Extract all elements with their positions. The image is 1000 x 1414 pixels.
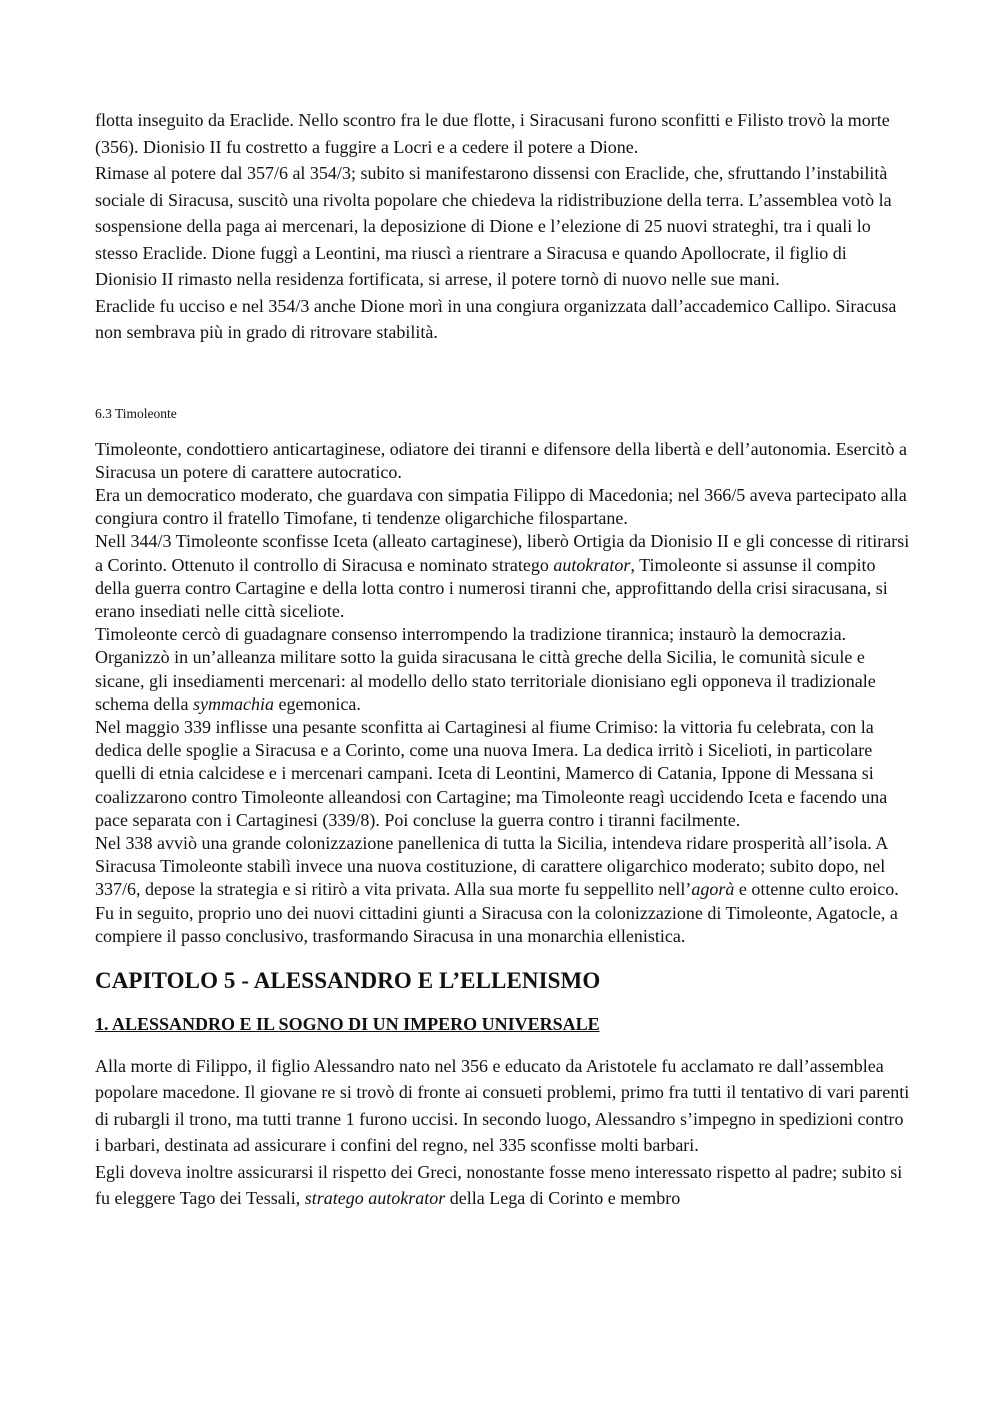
paragraph: Timoleonte cercò di guadagnare consenso interrompendo la tradizione tirannica; instaurò la democrazia. Organizzò in un’alleanza militare sotto la guida siracusana le città greche della Sicilia, le comunità sicule e sicane, gli insediamenti mercenari: al modello dello stato territoriale dionisiano egli opponeva il tradizionale schema della symmachia egemonica.	[95, 624, 876, 714]
paragraph: Fu in seguito, proprio uno dei nuovi cittadini giunti a Siracusa con la colonizzazione di Timoleonte, Agatocle, a compiere il passo conclusivo, trasformando Siracusa in una monarchia ellenistica.	[95, 902, 898, 946]
text-block-timoleonte	[95, 438, 910, 948]
paragraph: Nell 344/3 Timoleonte sconfisse Iceta (alleato cartaginese), liberò Ortigia da Dionisio II e gli concesse di ritirarsi a Corinto. Ottenuto il controllo di Siracusa e nominato stratego autokrator, Timoleonte si assunse il compito della guerra contro Cartagine e della lotta contro i numerosi tiranni che, approfittando della crisi siracusana, si erano insediati nelle città siceliote.	[95, 531, 910, 621]
paragraph: Alla morte di Filippo, il figlio Alessandro nato nel 356 e educato da Aristotele fu acclamato re dall’assemblea popolare macedone. Il giovane re si trovò di fronte ai consueti problemi, primo fra tutti il tentativo di vari parenti di rubargli il trono, ma tutti tranne 1 furono uccisi. In secondo luogo, Alessandro s’impegno in spedizioni contro i barbari, destinata ad assicurare i confini del regno, nel 335 sconfisse molti barbari.	[95, 1055, 910, 1156]
paragraph: Egli doveva inoltre assicurarsi il rispetto dei Greci, nonostante fosse meno interessato rispetto al padre; subito si fu eleggere Tago dei Tessali, stratego autokrator della Lega di Corinto e membro	[95, 1161, 903, 1209]
text-block-alessandro	[95, 1053, 910, 1212]
document-page	[95, 107, 910, 1212]
paragraph: Timoleonte, condottiero anticartaginese, odiatore dei tiranni e difensore della libertà e dell’autonomia. Esercitò a Siracusa un potere di carattere autocratico.	[95, 438, 908, 482]
paragraph: Rimase al potere dal 357/6 al 354/3; subito si manifestarono dissensi con Eraclide, che, sfruttando l’instabilità sociale di Siracusa, suscitò una rivolta popolare che chiedeva la ridistribuzione della terra. L’assemblea votò la sospensione della paga ai mercenari, la deposizione di Dione e l’elezione di 25 nuovi strateghi, tra i quali lo stesso Eraclide. Dione fuggì a Leontini, ma riuscì a rientrare a Siracusa e quando Apollocrate, il figlio di Dionisio II rimasto nella residenza fortificata, si arrese, il potere tornò di nuovo nelle sue mani.	[95, 163, 892, 289]
paragraph: Eraclide fu ucciso e nel 354/3 anche Dione morì in una congiura organizzata dall’accademico Callipo. Siracusa non sembrava più in grado di ritrovare stabilità.	[95, 295, 897, 342]
section-subheading: 1. ALESSANDRO E IL SOGNO DI UN IMPERO UNIVERSALE	[95, 1013, 600, 1034]
paragraph: Nel 338 avviò una grande colonizzazione panellenica di tutta la Sicilia, intendeva ridare prosperità all’isola. A Siracusa Timoleonte stabilì invece una nuova costituzione, di carattere oligarchico moderato; subito dopo, nel 337/6, depose la strategia e si ritirò a vita privata. Alla sua morte fu seppellito nell’agorà e ottenne culto eroico.	[95, 832, 899, 900]
paragraph: Nel maggio 339 inflisse una pesante sconfitta ai Cartaginesi al fiume Crimiso: la vittoria fu celebrata, con la dedica delle spoglie a Siracusa e a Corinto, come una nuova Imera. La dedica irritò i Sicelioti, in particolare quelli di etnia calcidese e i mercenari campani. Iceta di Leontini, Mamerco di Catania, Ippone di Messana si coalizzarono contro Timoleonte alleandosi con Cartagine; ma Timoleonte reagì uccidendo Iceta e facendo una pace separata con i Cartaginesi (339/8). Poi concluse la guerra contro i tiranni facilmente.	[95, 716, 888, 830]
paragraph: Era un democratico moderato, che guardava con simpatia Filippo di Macedonia; nel 366/5 aveva partecipato alla congiura contro il fratello Timofane, ti tendenze oligarchiche filospartane.	[95, 484, 907, 529]
section-label: 6.3 Timoleonte	[95, 405, 177, 421]
chapter-title: CAPITOLO 5 - ALESSANDRO E L’ELLENISMO	[95, 967, 601, 993]
paragraph: flotta inseguito da Eraclide. Nello scontro fra le due flotte, i Siracusani furono sconfitti e Filisto trovò la morte (356). Dionisio II fu costretto a fuggire a Locri e a cedere il potere a Dione.	[95, 110, 890, 157]
text-block-dione	[95, 107, 910, 346]
